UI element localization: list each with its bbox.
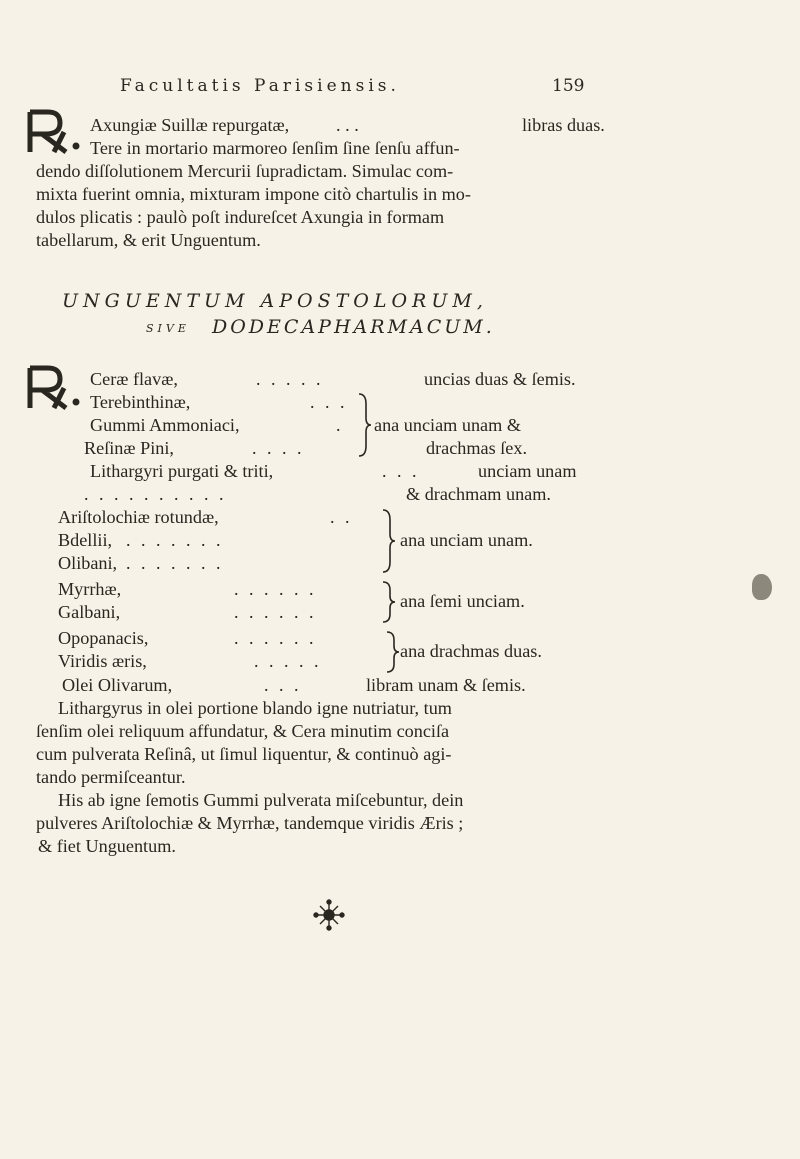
recipe1-line1-dots: . . .	[336, 115, 359, 135]
recipe1-line3: dendo diſſolutionem Mercurii ſupradictam. Simulac com-	[36, 161, 454, 181]
ornament-icon	[312, 898, 346, 932]
olibani-dots: . . . . . . .	[126, 553, 224, 573]
recipe1-line5: dulos plicatis : paulò poſt indureſcet Axungia in formam	[36, 207, 445, 227]
recipe1-line6: tabellarum, & erit Unguentum.	[36, 230, 261, 250]
resina-dots: . . . .	[252, 438, 305, 458]
ingredient-aristolochia: Ariſtolochiæ rotundæ,	[58, 507, 219, 527]
section-subtitle: DODECAPHARMACUM.	[212, 316, 495, 338]
instructions-line1: Lithargyrus in olei portione blando igne nutriatur, tum	[58, 698, 452, 718]
group4-quantity: ana drachmas duas.	[400, 641, 542, 661]
cera-quantity: uncias duas & ſemis.	[424, 369, 576, 389]
recipe-symbol-icon-2	[24, 364, 86, 410]
bdellii-dots: . . . . . . .	[126, 530, 224, 550]
ingredient-myrrha: Myrrhæ,	[58, 579, 122, 599]
group1-brace	[356, 392, 372, 458]
cera-dots: . . . . .	[256, 369, 324, 389]
instructions-line3: cum pulverata Reſinâ, ut ſimul liquentur, & continuò agi-	[36, 744, 452, 764]
lithargyri-quantity-line1: unciam unam	[478, 461, 577, 481]
group2-quantity: ana unciam unam.	[400, 530, 533, 550]
olei-dots: . . .	[264, 675, 302, 695]
myrrha-dots: . . . . . .	[234, 579, 317, 599]
ingredient-olei-olivarum: Olei Olivarum,	[62, 675, 173, 695]
recipe-symbol-icon	[24, 108, 86, 154]
ingredient-lithargyri: Lithargyri purgati & triti,	[90, 461, 274, 481]
aristolochia-dots: . .	[330, 507, 353, 527]
lithargyri-dots: . . .	[382, 461, 420, 481]
margin-stain	[752, 574, 772, 600]
group3-quantity: ana ſemi unciam.	[400, 591, 525, 611]
ingredient-opopanacis: Opopanacis,	[58, 628, 149, 648]
ingredient-galbani: Galbani,	[58, 602, 121, 622]
section-title: UNGUENTUM APOSTOLORUM,	[62, 290, 488, 312]
ingredient-bdellii: Bdellii,	[58, 530, 113, 550]
lithargyri-quantity-line2: & drachmam unam.	[406, 484, 551, 504]
olei-quantity: libram unam & ſemis.	[366, 675, 526, 695]
recipe1-line1-text: Axungiæ Suillæ repurgatæ,	[90, 115, 290, 135]
recipe1-line4: mixta fuerint omnia, mixturam impone citò chartulis in mo-	[36, 184, 471, 204]
group2-brace	[380, 508, 396, 574]
ingredient-cera: Ceræ flavæ,	[90, 369, 178, 389]
terebinthina-dots: . . .	[310, 392, 348, 412]
instructions-line5: His ab igne ſemotis Gummi pulverata miſcebuntur, dein	[58, 790, 464, 810]
recipe1-line2: Tere in mortario marmoreo ſenſim ſine ſenſu affun-	[90, 138, 460, 158]
viridis-dots: . . . . .	[254, 651, 322, 671]
title-sive: SIVE	[146, 322, 190, 335]
galbani-dots: . . . . . .	[234, 602, 317, 622]
recipe1-line1-quantity: libras duas.	[522, 115, 605, 135]
instructions-line7: & fiet Unguentum.	[38, 836, 176, 856]
group4-brace	[384, 630, 400, 674]
group1-quantity-line1: ana unciam unam &	[374, 415, 521, 435]
ingredient-olibani: Olibani,	[58, 553, 118, 573]
ingredient-resina-pini: Reſinæ Pini,	[84, 438, 174, 458]
instructions-line6: pulveres Ariſtolochiæ & Myrrhæ, tandemque viridis Æris ;	[36, 813, 464, 833]
opopanacis-dots: . . . . . .	[234, 628, 317, 648]
page-number: 159	[552, 76, 585, 96]
instructions-line2: ſenſim olei reliquum affundatur, & Cera minutim conciſa	[36, 721, 450, 741]
group3-brace	[380, 580, 396, 624]
instructions-line4: tando permiſceantur.	[36, 767, 186, 787]
group1-quantity-line2: drachmas ſex.	[426, 438, 527, 458]
ingredient-terebinthina: Terebinthinæ,	[90, 392, 191, 412]
gummi-dots: .	[336, 415, 344, 435]
ingredient-gummi-ammoniaci: Gummi Ammoniaci,	[90, 415, 240, 435]
running-title: Facultatis Parisiensis.	[120, 76, 400, 96]
ingredient-viridis-aeris: Viridis æris,	[58, 651, 147, 671]
lithargyri-dots-line2: . . . . . . . . . .	[84, 484, 227, 504]
